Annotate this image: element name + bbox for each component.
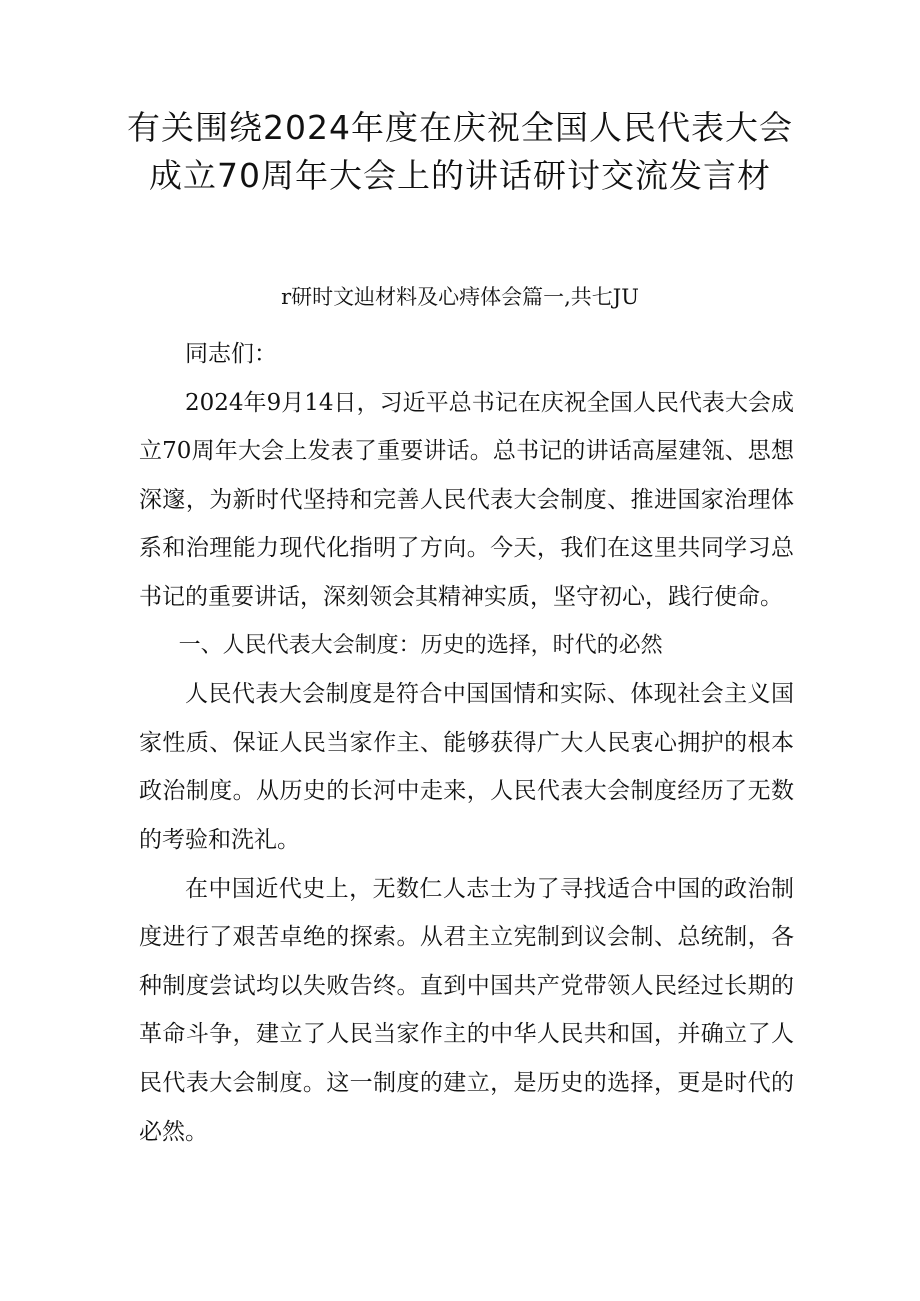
section-heading: 一、人民代表大会制度：历史的选择，时代的必然 (178, 632, 663, 658)
intro-paragraph: 2024年9月14日，习近平总书记在庆祝全国人民代表大会成立70周年大会上发表了重要讲话。总书记的讲话高屋建瓴、思想深邃，为新时代坚持和完善人民代表大会制度、推进国家治理体系和治理能力现代化指明了方向。今天，我们在这里共同学习总书记的重要讲话，深刻领会其精神实质，坚守初心，践行使命。 (139, 389, 794, 610)
document-subtitle: r研时文辿材料及心痔体会篇一,共七JU (281, 285, 639, 309)
section-paragraph: 人民代表大会制度是符合中国国情和实际、体现社会主义国家性质、保证人民当家作主、能够获得广大人民衷心拥护的根本政治制度。从历史的长河中走来，人民代表大会制度经历了无数的考验和洗礼。 (139, 681, 794, 853)
salutation: 同志们： (185, 341, 277, 367)
document-body (139, 330, 794, 1156)
document-title: 有关围绕2024年度在庆祝全国人民代表大会成立70周年大会上的讲话研讨交流发言材 (127, 108, 793, 195)
section-paragraph: 在中国近代史上，无数仁人志士为了寻找适合中国的政治制度进行了艰苦卓绝的探索。从君主立宪制到议会制、总统制，各种制度尝试均以失败告终。直到中国共产党带领人民经过长期的革命斗争，建立了人民当家作主的中华人民共和国，并确立了人民代表大会制度。这一制度的建立，是历史的选择，更是时代的必然。 (139, 875, 794, 1145)
